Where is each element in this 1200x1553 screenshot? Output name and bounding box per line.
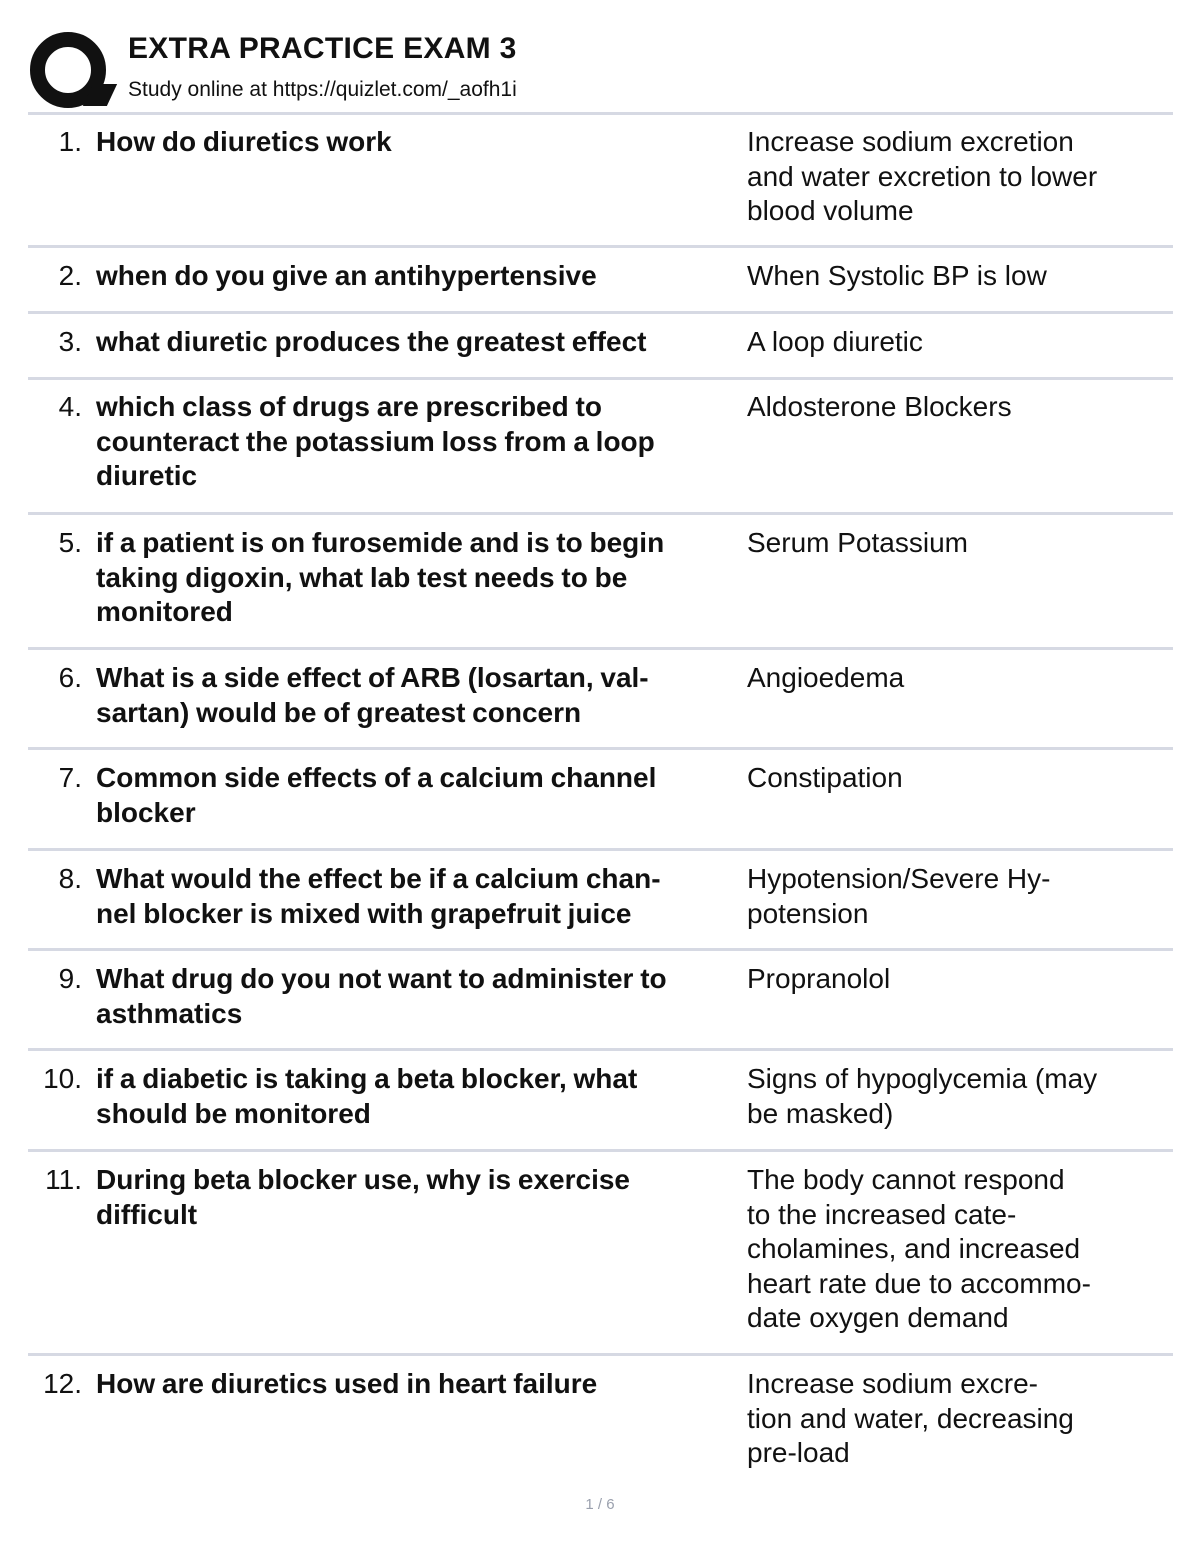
card-term: During beta blocker use, why is exercise difficult <box>96 1164 630 1230</box>
card-number: 10. <box>43 1063 82 1094</box>
page-header <box>30 28 1172 112</box>
card-number: 5. <box>58 527 82 558</box>
card-number: 7. <box>58 762 82 793</box>
card-term: when do you give an antihypertensive <box>96 260 597 291</box>
card-term: if a diabetic is taking a beta blocker, what should be monitored <box>96 1063 638 1129</box>
divider <box>28 1149 1173 1152</box>
card-number: 3. <box>58 326 82 357</box>
card-term: if a patient is on furosemide and is to begin taking digoxin, what lab test needs to be monitored <box>96 527 665 627</box>
card-definition: Serum Potassium <box>747 527 968 558</box>
divider <box>28 647 1173 650</box>
card-number: 2. <box>58 260 82 291</box>
card-term: How are diuretics used in heart failure <box>96 1368 598 1399</box>
divider <box>28 747 1173 750</box>
divider <box>28 848 1173 851</box>
card-definition: Increase sodium excretion and water excretion to lower blood volume <box>747 126 1098 226</box>
divider <box>28 1353 1173 1356</box>
divider <box>28 1048 1173 1051</box>
card-number: 6. <box>58 662 82 693</box>
card-number: 12. <box>43 1368 82 1399</box>
card-definition: When Systolic BP is low <box>747 260 1047 291</box>
divider <box>28 512 1173 515</box>
card-term: Common side effects of a calcium channel blocker <box>96 762 657 828</box>
card-definition: Propranolol <box>747 963 891 994</box>
card-term: which class of drugs are prescribed to counteract the potassium loss from a loop diuretic <box>96 391 655 491</box>
card-term: How do diuretics work <box>96 126 392 157</box>
study-link[interactable]: Study online at https://quizlet.com/_aofh1i <box>128 78 517 101</box>
divider <box>28 112 1173 115</box>
divider <box>28 245 1173 248</box>
card-definition: Angioedema <box>747 662 905 693</box>
divider <box>28 377 1173 380</box>
card-number: 1. <box>58 126 82 157</box>
card-definition: The body cannot respond to the increased cate- cholamines, and increased heart rate due to accommo- date oxygen demand <box>747 1164 1091 1333</box>
page-title: EXTRA PRACTICE EXAM 3 <box>128 32 517 65</box>
card-definition: Increase sodium excre- tion and water, decreasing pre-load <box>747 1368 1074 1468</box>
card-term: What drug do you not want to administer to asthmatics <box>96 963 667 1029</box>
divider <box>28 311 1173 314</box>
card-definition: A loop diuretic <box>747 326 923 357</box>
card-definition: Signs of hypoglycemia (may be masked) <box>747 1063 1098 1129</box>
card-number: 11. <box>45 1164 82 1195</box>
card-term: What would the effect be if a calcium chan- nel blocker is mixed with grapefruit juice <box>96 863 661 929</box>
card-term: what diuretic produces the greatest effect <box>96 326 647 357</box>
card-term: What is a side effect of ARB (losartan, val- sartan) would be of greatest concern <box>96 662 649 728</box>
card-definition: Hypotension/Severe Hy- potension <box>747 863 1051 929</box>
divider <box>28 948 1173 951</box>
card-number: 9. <box>58 963 82 994</box>
card-number: 8. <box>58 863 82 894</box>
page-indicator: 1 / 6 <box>585 1496 615 1513</box>
card-number: 4. <box>58 391 82 422</box>
card-definition: Aldosterone Blockers <box>747 391 1012 422</box>
card-definition: Constipation <box>747 762 903 793</box>
